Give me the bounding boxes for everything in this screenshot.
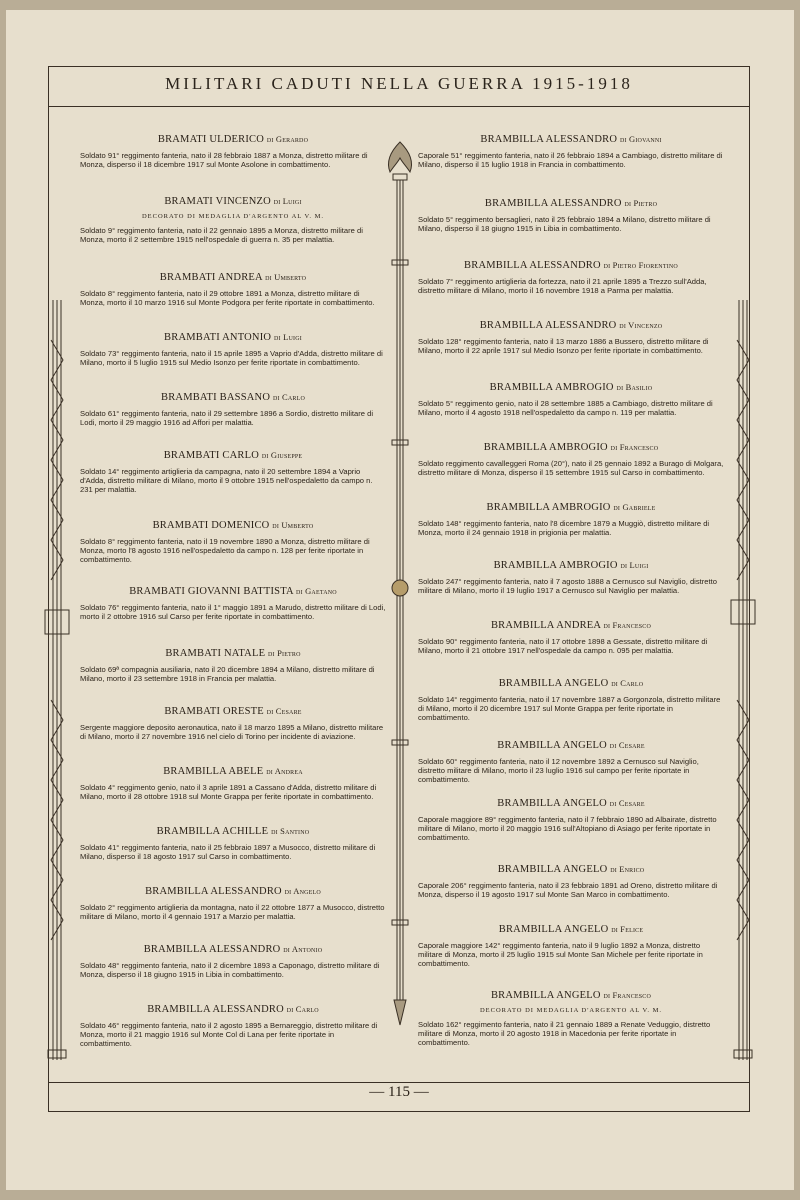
list-item bbox=[418, 798, 724, 843]
right-column-ornament bbox=[728, 300, 758, 1090]
entry-father: di Luigi bbox=[273, 196, 302, 206]
entry-text: Soldato 73° reggimento fanteria, nato il 15 aprile 1895 a Vaprio d'Adda, distretto militare di Milano, morto il 5 luglio 1915 sul Medio Isonzo per ferite riportate in combattimento. bbox=[80, 349, 383, 368]
entry-father: di Francesco bbox=[610, 442, 659, 452]
entry-father: di Carlo bbox=[286, 1004, 319, 1014]
entry-text: Soldato 2° reggimento artiglieria da montagna, nato il 22 ottobre 1877 a Musocco, distretto militare di Milano, morto il 4 gennaio 1917 a Marzio per malattia. bbox=[80, 903, 385, 922]
list-item bbox=[80, 706, 386, 741]
list-item bbox=[80, 648, 386, 683]
entry-surname: BRAMBILLA AMBROGIO bbox=[486, 502, 611, 513]
entry-text: Soldato 7° reggimento artiglieria da fortezza, nato il 21 aprile 1895 a Trezzo sull'Adda, distretto militare di Milano, morto il 16 novembre 1918 a Parma per malattia. bbox=[418, 277, 707, 296]
entry-surname: BRAMBATI NATALE bbox=[165, 648, 266, 659]
page-title: MILITARI CADUTI NELLA GUERRA 1915-1918 bbox=[165, 74, 633, 93]
entry-text: Soldato 162° reggimento fanteria, nato il 21 gennaio 1889 a Renate Veduggio, distretto militare di Monza, morto il 20 agosto 1918 in Macedonia per ferite riportate in combattimento. bbox=[418, 1020, 711, 1048]
list-item bbox=[80, 1004, 386, 1049]
entry-surname: BRAMBATI DOMENICO bbox=[152, 520, 270, 531]
list-item bbox=[80, 272, 386, 307]
footer-rule bbox=[48, 1082, 750, 1083]
entry-text: Caporale maggiore 89° reggimento fanteria, nato il 7 febbraio 1890 ad Albairate, distretto militare di Milano, morto il 20 maggio 1916 sull'Altopiano di Asiago per ferite riportate in combattimento. bbox=[418, 815, 717, 843]
entry-father: di Andrea bbox=[266, 766, 303, 776]
entry-surname: BRAMBILLA ANGELO bbox=[498, 678, 609, 689]
list-item bbox=[418, 198, 724, 233]
entry-text: Soldato 5° reggimento genio, nato il 28 settembre 1885 a Cambiago, distretto militare di Milano, morto il 4 agosto 1918 nell'ospedaletto da campo n. 119 per malattia. bbox=[418, 399, 713, 418]
entry-father: di Pietro bbox=[624, 198, 658, 208]
entry-surname: BRAMBILLA ANGELO bbox=[498, 924, 609, 935]
entry-surname: BRAMBATI ANTONIO bbox=[164, 332, 272, 343]
entry-surname: BRAMBATI BASSANO bbox=[161, 392, 271, 403]
entry-text: Soldato 76° reggimento fanteria, nato il 1° maggio 1891 a Marudo, distretto militare di Lodi, morto il 2 ottobre 1916 sul Carso per ferite riportate in combattimento. bbox=[80, 603, 386, 622]
entry-father: di Umberto bbox=[272, 520, 314, 530]
entry-text: Soldato 61° reggimento fanteria, nato il 29 settembre 1896 a Sordio, distretto militare di Lodi, morto il 29 maggio 1916 ad Affori per malattia. bbox=[80, 409, 374, 428]
list-item bbox=[80, 826, 386, 861]
entry-father: di Cesare bbox=[266, 706, 302, 716]
list-item bbox=[418, 320, 724, 355]
list-item bbox=[80, 886, 386, 921]
entry-father: di Pietro Fiorentino bbox=[603, 260, 678, 270]
entry-surname: BRAMBILLA ALESSANDRO bbox=[143, 944, 281, 955]
entry-surname: BRAMBILLA ANGELO bbox=[497, 798, 607, 809]
list-item bbox=[80, 450, 386, 495]
list-item bbox=[418, 442, 724, 477]
entry-father: di Gabriele bbox=[613, 502, 656, 512]
entry-surname: BRAMBILLA ANGELO bbox=[490, 990, 601, 1001]
entry-text: Soldato 8° reggimento fanteria, nato il 19 novembre 1890 a Monza, distretto militare di Monza, morto l'8 agosto 1916 nell'ospedaletto da campo n. 128 per ferite riportate in combattimento. bbox=[80, 537, 370, 565]
list-item bbox=[418, 260, 724, 295]
entry-text: Soldato 128° reggimento fanteria, nato il 13 marzo 1886 a Bussero, distretto militare di Milano, morto il 22 aprile 1917 sul Medio Isonzo per ferite riportate in combattimento. bbox=[418, 337, 709, 356]
header-rule bbox=[48, 106, 750, 107]
entry-text: Soldato 5° reggimento bersaglieri, nato il 25 febbraio 1894 a Milano, distretto militare di Milano, disperso il 18 giugno 1915 in Libia in combattimento. bbox=[418, 215, 711, 234]
entry-surname: BRAMATI ULDERICO bbox=[157, 134, 265, 145]
entry-father: di Giuseppe bbox=[261, 450, 303, 460]
entry-surname: BRAMBILLA ACHILLE bbox=[156, 826, 269, 837]
entry-decoration: DECORATO DI MEDAGLIA D'ARGENTO AL V. M. bbox=[479, 1007, 663, 1014]
entry-text: Soldato 90° reggimento fanteria, nato il 17 ottobre 1898 a Gessate, distretto militare di Milano, morto il 21 ottobre 1917 nell'ospedale da campo n. 095 per malattia. bbox=[418, 637, 708, 656]
list-item bbox=[418, 678, 724, 723]
entry-father: di Francesco bbox=[603, 990, 652, 1000]
entry-father: di Cesare bbox=[609, 740, 645, 750]
center-fasces-ornament bbox=[380, 140, 420, 1030]
entry-father: di Luigi bbox=[620, 560, 649, 570]
list-item bbox=[418, 620, 724, 655]
entry-father: di Umberto bbox=[265, 272, 307, 282]
entry-text: Soldato 4° reggimento genio, nato il 3 aprile 1891 a Cassano d'Adda, distretto militare di Milano, morto il 28 ottobre 1918 sul Monte Grappa per ferite riportate in combattimento. bbox=[80, 783, 377, 802]
list-item bbox=[418, 382, 724, 417]
entry-surname: BRAMBATI GIOVANNI BATTISTA bbox=[129, 586, 294, 597]
entry-surname: BRAMBATI ANDREA bbox=[159, 272, 263, 283]
list-item bbox=[418, 924, 724, 969]
list-item bbox=[80, 766, 386, 801]
entry-text: Soldato reggimento cavalleggeri Roma (20°), nato il 25 gennaio 1892 a Burago di Molgara, distretto militare di Monza, disperso il 15 settembre 1915 sul Carso in combattimento. bbox=[418, 459, 724, 478]
entry-father: di Carlo bbox=[611, 678, 644, 688]
entry-father: di Felice bbox=[611, 924, 644, 934]
entry-surname: BRAMBILLA ABELE bbox=[163, 766, 264, 777]
entry-father: di Gaetano bbox=[296, 586, 337, 596]
entry-text: Soldato 60° reggimento fanteria, nato il 12 novembre 1892 a Cernusco sul Naviglio, distretto militare di Milano, morto il 23 luglio 1916 sul campo per ferite riportate in combattimento. bbox=[418, 757, 699, 785]
entry-text: Caporale maggiore 142° reggimento fanteria, nato il 9 luglio 1892 a Monza, distretto militare di Monza, morto il 25 luglio 1915 sul Monte San Michele per ferite riportate in combattimento. bbox=[418, 941, 703, 969]
entry-text: Soldato 46° reggimento fanteria, nato il 2 agosto 1895 a Bernareggio, distretto militare di Monza, morto il 21 maggio 1916 sul Monte Col di Lana per ferite riportate in combattimento. bbox=[80, 1021, 378, 1049]
entry-surname: BRAMBILLA AMBROGIO bbox=[489, 382, 614, 393]
list-item bbox=[418, 990, 724, 1048]
entry-father: di Vincenzo bbox=[619, 320, 663, 330]
entry-father: di Luigi bbox=[274, 332, 302, 342]
list-item bbox=[80, 944, 386, 979]
list-item bbox=[418, 502, 724, 537]
entry-father: di Carlo bbox=[272, 392, 305, 402]
entry-text: Soldato 48° reggimento fanteria, nato il 2 dicembre 1893 a Caponago, distretto militare di Monza, disperso il 18 giugno 1915 in Libia in combattimento. bbox=[80, 961, 380, 980]
entry-text: Caporale 206° reggimento fanteria, nato il 23 febbraio 1891 ad Oreno, distretto militare di Monza, disperso il 19 agosto 1917 sul Monte San Marco in combattimento. bbox=[418, 881, 718, 900]
entry-surname: BRAMBILLA ALESSANDRO bbox=[484, 198, 622, 209]
entry-father: di Cesare bbox=[609, 798, 645, 808]
entry-surname: BRAMBILLA ALESSANDRO bbox=[145, 886, 282, 897]
list-item bbox=[80, 134, 386, 169]
entry-text: Soldato 69ª compagnia ausiliaria, nato il 20 dicembre 1894 a Milano, distretto militare di Milano, morto il 23 settembre 1918 in Francia per malattia. bbox=[80, 665, 375, 684]
entry-surname: BRAMBILLA ANDREA bbox=[490, 620, 601, 631]
entry-father: di Santino bbox=[271, 826, 310, 836]
entry-surname: BRAMATI VINCENZO bbox=[164, 196, 271, 207]
entry-father: di Angelo bbox=[284, 886, 321, 896]
entry-text: Soldato 9° reggimento fanteria, nato il 22 gennaio 1895 a Monza, distretto militare di Monza, morto il 2 settembre 1915 nell'ospedale di guerra n. 35 per malattia. bbox=[80, 226, 363, 245]
left-column-ornament bbox=[42, 300, 72, 1090]
entry-surname: BRAMBILLA AMBROGIO bbox=[493, 560, 618, 571]
entry-surname: BRAMBILLA ALESSANDRO bbox=[464, 260, 601, 271]
entry-father: di Giovanni bbox=[619, 134, 662, 144]
entry-text: Soldato 8° reggimento fanteria, nato il 29 ottobre 1891 a Monza, distretto militare di Monza, morto il 10 marzo 1916 sul Monte Podgora per ferite riportate in combattimento. bbox=[80, 289, 375, 308]
list-item bbox=[80, 196, 386, 244]
entry-text: Sergente maggiore deposito aeronautica, nato il 18 marzo 1895 a Milano, distretto militare di Milano, morto il 27 novembre 1916 nel cielo di Torino per incidente di aviazione. bbox=[80, 723, 384, 742]
page-number: — 115 — bbox=[369, 1084, 429, 1100]
entry-father: di Gerardo bbox=[266, 134, 309, 144]
entry-surname: BRAMBILLA ALESSANDRO bbox=[147, 1004, 284, 1015]
entry-text: Soldato 91° reggimento fanteria, nato il 28 febbraio 1887 a Monza, distretto militare di Monza, disperso il 18 dicembre 1917 sul Monte Asolone in combattimento. bbox=[80, 151, 368, 170]
list-item bbox=[418, 740, 724, 785]
entry-text: Soldato 14° reggimento fanteria, nato il 17 novembre 1887 a Gorgonzola, distretto militare di Milano, morto il 20 dicembre 1917 sul Monte Grappa per ferite riportate in combattimento. bbox=[418, 695, 721, 723]
list-item bbox=[80, 520, 386, 565]
entry-text: Soldato 247° reggimento fanteria, nato il 7 agosto 1888 a Cernusco sul Naviglio, distretto militare di Milano, morto il 19 luglio 1917 a Cernusco sul Naviglio per malattia. bbox=[418, 577, 717, 596]
entry-text: Caporale 51° reggimento fanteria, nato il 26 febbraio 1894 a Cambiago, distretto militare di Milano, disperso il 15 luglio 1918 in Francia in combattimento. bbox=[418, 151, 723, 170]
list-item bbox=[418, 560, 724, 595]
entry-surname: BRAMBILLA ANGELO bbox=[497, 864, 608, 875]
list-item bbox=[80, 586, 386, 621]
entry-surname: BRAMBILLA ANGELO bbox=[497, 740, 607, 751]
list-item bbox=[80, 332, 386, 367]
entry-text: Soldato 148° reggimento fanteria, nato l'8 dicembre 1879 a Muggiò, distretto militare di Monza, morto il 24 gennaio 1918 in prigionia per malattia. bbox=[418, 519, 710, 538]
entry-father: di Basilio bbox=[616, 382, 653, 392]
entry-father: di Antonio bbox=[283, 944, 323, 954]
entry-text: Soldato 41° reggimento fanteria, nato il 25 febbraio 1897 a Musocco, distretto militare di Milano, disperso il 18 agosto 1917 sul Carso in combattimento. bbox=[80, 843, 376, 862]
list-item bbox=[80, 392, 386, 427]
entry-father: di Enrico bbox=[610, 864, 645, 874]
entry-text: Soldato 14° reggimento artiglieria da campagna, nato il 20 settembre 1894 a Vaprio d'Adda, distretto militare di Milano, morto il 9 ottobre 1915 nell'ospedaletto da campo n. 231 per malattia. bbox=[80, 467, 373, 495]
list-item bbox=[418, 134, 724, 169]
entry-surname: BRAMBILLA ALESSANDRO bbox=[479, 320, 617, 331]
entry-surname: BRAMBATI CARLO bbox=[163, 450, 259, 461]
entry-surname: BRAMBILLA AMBROGIO bbox=[483, 442, 608, 453]
entry-decoration: DECORATO DI MEDAGLIA D'ARGENTO AL V. M. bbox=[141, 213, 325, 220]
list-item bbox=[418, 864, 724, 899]
entry-surname: BRAMBATI ORESTE bbox=[164, 706, 264, 717]
entry-father: di Pietro bbox=[268, 648, 301, 658]
entry-father: di Francesco bbox=[603, 620, 652, 630]
entry-surname: BRAMBILLA ALESSANDRO bbox=[480, 134, 618, 145]
